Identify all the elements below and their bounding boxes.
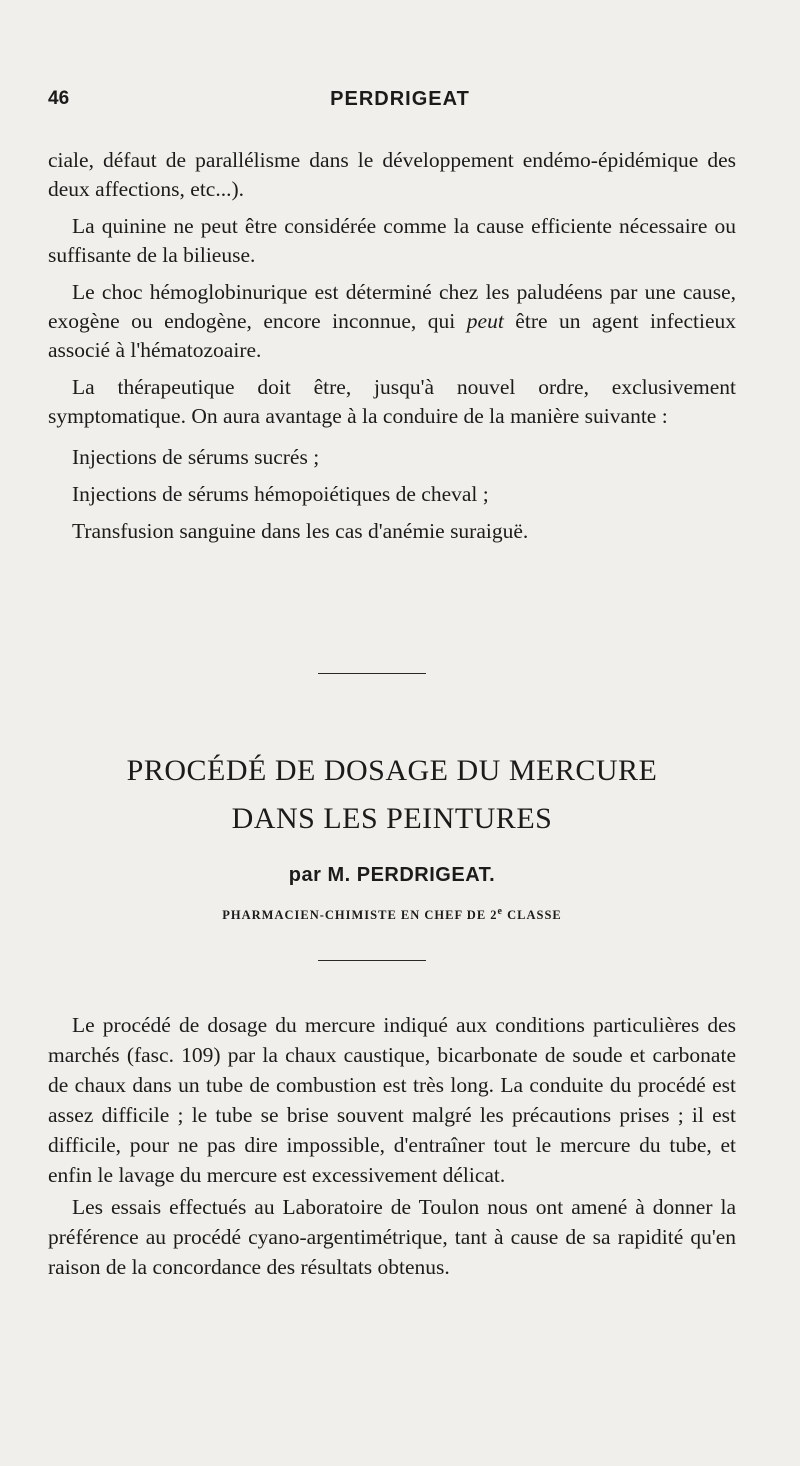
page-number: 46 (48, 88, 70, 109)
paragraph-continued: ciale, défaut de parallélisme dans le développement endémo-épidémique des deux affections, etc...). (48, 148, 736, 201)
list-item: Transfusion sanguine dans les cas d'anémie suraiguë. (72, 519, 529, 543)
author-affiliation (48, 906, 736, 923)
italic-word: peut (466, 309, 504, 333)
list-item: Injections de sérums sucrés ; (72, 445, 320, 469)
article-title-line-2: DANS LES PEINTURES (231, 802, 553, 835)
author-byline: par M. PERDRIGEAT. (288, 864, 496, 886)
article-paragraph-1: Le procédé de dosage du mercure indiqué aux conditions particulières des marchés (fasc. 109) par la chaux caustique, bicarbonate de soude et carbonate de chaux dans un tube de combustion est très long. La conduite du procédé est assez difficile ; le tube se brise souvent malgré les précautions prises ; il est difficile, pour ne pas dire impossible, d'entraîner tout le mercure du tube, et enfin le lavage du mercure est excessivement délicat. (48, 1013, 736, 1187)
paragraph-quinine: La quinine ne peut être considérée comme la cause efficiente nécessaire ou suffisante de la bilieuse. (48, 214, 736, 267)
page-header (48, 88, 752, 116)
treatment-list (48, 443, 736, 546)
paragraph-choc-start: Le choc hémoglobinurique est déterminé chez les paludéens par une cause, exogène ou endogène, encore inconnue, qui (48, 280, 736, 333)
article-body (48, 1010, 736, 1282)
paragraph-choc (48, 278, 736, 365)
byline-divider (318, 960, 426, 961)
article-paragraph-2: Les essais effectués au Laboratoire de Toulon nous ont amené à donner la préférence au procédé cyano-argentimétrique, tant à cause de sa rapidité qu'en raison de la concordance des résultats obtenus. (48, 1195, 736, 1279)
affiliation-text: PHARMACIEN-CHIMISTE EN CHEF DE 2 (222, 908, 498, 923)
article-title-line-1: PROCÉDÉ DE DOSAGE DU MERCURE (126, 754, 658, 787)
section-divider (318, 673, 426, 674)
paragraph-choc-end: être un agent infectieux associé à l'hématozoaire. (48, 309, 737, 362)
running-head: PERDRIGEAT (330, 88, 470, 110)
list-item: Injections de sérums hémopoiétiques de cheval ; (72, 482, 489, 506)
paragraph-therapeutique: La thérapeutique doit être, jusqu'à nouvel ordre, exclusivement symptomatique. On aura avantage à la conduire de la manière suivante : (48, 375, 736, 428)
affiliation-superscript: e (497, 906, 503, 917)
affiliation-end: CLASSE (503, 908, 562, 923)
continued-text (48, 146, 736, 546)
